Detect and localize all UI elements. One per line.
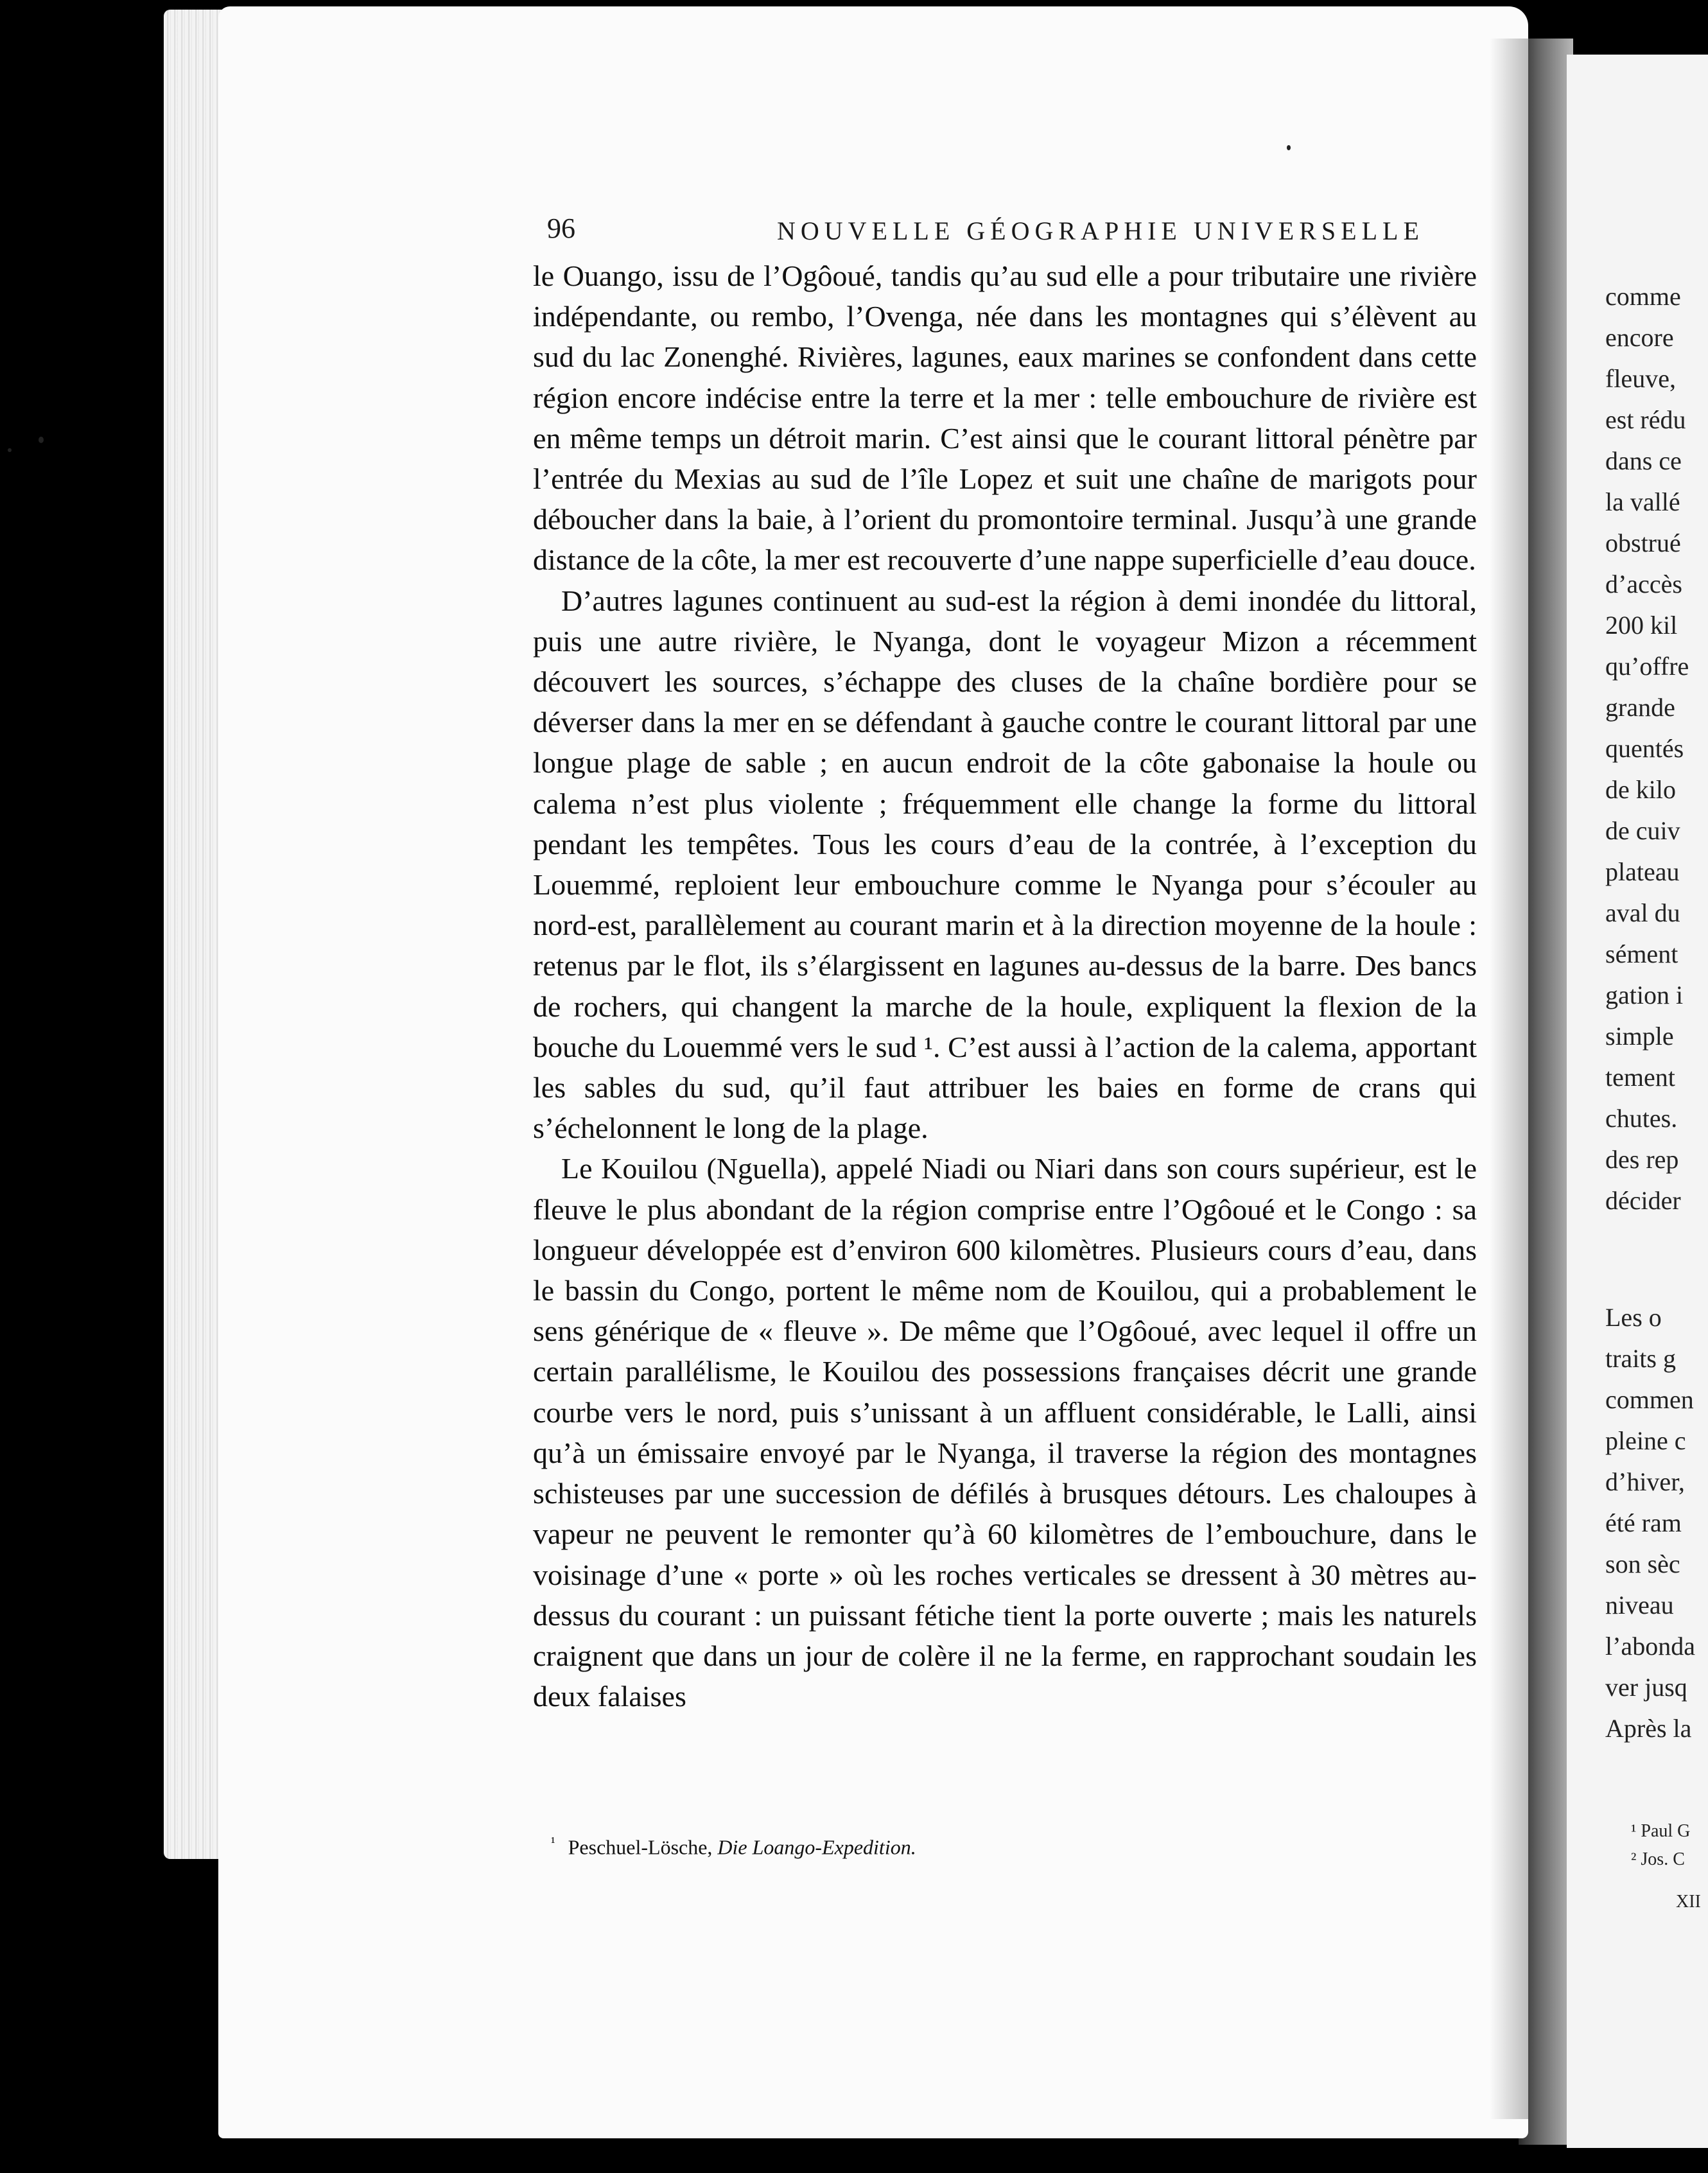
footnote [551, 1834, 916, 1860]
facing-line: 200 kil [1605, 611, 1678, 640]
facing-line: de kilo [1605, 775, 1676, 804]
facing-line: quentés [1605, 734, 1684, 763]
facing-line: pleine c [1605, 1426, 1686, 1455]
footnote-title: Die Loango-Expedition. [717, 1835, 916, 1859]
facing-line: été ram [1605, 1508, 1682, 1537]
facing-line: est rédu [1605, 405, 1686, 434]
facing-line: niveau [1605, 1591, 1674, 1619]
facing-line: grande [1605, 693, 1675, 722]
facing-note: ² Jos. C [1631, 1849, 1685, 1869]
facing-line: fleuve, [1605, 364, 1676, 393]
facing-note: ¹ Paul G [1631, 1821, 1691, 1841]
facing-line: des rep [1605, 1145, 1679, 1174]
facing-line: commen [1605, 1385, 1694, 1414]
body-text [533, 256, 1477, 1716]
paragraph: Le Kouilou (Nguella), appelé Niadi ou Niari dans son cours supérieur, est le fleuve le plus abondant de la région comprise entre l’Ogôoué et le Congo : sa longueur développée est d’environ 600 kilomètres. Plusieurs cours d’eau, dans le bassin du Congo, portent le même nom de Kouilou, qui a probablement le sens générique de « fleuve ». De même que l’Ogôoué, avec lequel il offre un certain parallélisme, le Kouilou des possessions françaises décrit une grande courbe vers le nord, puis s’unissant à un affluent considérable, le Lalli, ainsi qu’à un émissaire envoyé par le Nyanga, il traverse la région des montagnes schisteuses par une succession de défilés à brusques détours. Les chaloupes à vapeur ne peuvent le remonter qu’à 60 kilomètres de l’embouchure, dans le voisinage d’une « porte » où les roches verticales se dressent à 30 mètres au-dessus du courant : un puissant fétiche tient la porte ouverte ; mais les naturels craignent que dans un jour de colère il ne la ferme, en rapprochant soudain les deux falaises [533, 1152, 1477, 1713]
facing-line: d’accès [1605, 570, 1682, 598]
facing-page-notes [1631, 1817, 1708, 1874]
running-title: NOUVELLE GÉOGRAPHIE UNIVERSELLE [777, 216, 1424, 245]
facing-line: obstrué [1605, 528, 1681, 557]
facing-line: gation i [1605, 981, 1684, 1009]
facing-line: sément [1605, 939, 1678, 968]
facing-line: d’hiver, [1605, 1467, 1685, 1496]
footnote-author: Peschuel-Lösche, [568, 1835, 713, 1859]
facing-line: comme [1605, 282, 1681, 311]
paragraph: le Ouango, issu de l’Ogôoué, tandis qu’au sud elle a pour tributaire une rivière indépendante, ou rembo, l’Ovenga, née dans les montagnes qui s’élèvent au sud du lac Zonenghé. Rivières, lagunes, eaux marines se confondent dans cette région encore indécise entre la terre et la mer : telle embouchure de rivière est en même temps un détroit marin. C’est ainsi que le courant littoral pénètre par l’entrée du Mexias au sud de l’île Lopez et suit une chaîne de marigots pour déboucher dans la baie, à l’orient du promontoire terminal. Jusqu’à une grande distance de la côte, la mer est recouverte d’une nappe superficielle d’eau douce. [533, 259, 1477, 577]
facing-line: décider [1605, 1186, 1681, 1215]
facing-line: ver jusq [1605, 1673, 1687, 1702]
facing-line: qu’offre [1605, 652, 1689, 681]
signature-mark: XII [1676, 1892, 1701, 1912]
facing-line: tement [1605, 1063, 1675, 1092]
facing-line: son sèc [1605, 1549, 1680, 1578]
facing-page-text-top [1605, 276, 1708, 1221]
paragraph: D’autres lagunes continuent au sud-est la région à demi inondée du littoral, puis une autre rivière, le Nyanga, dont le voyageur Mizon a récemment découvert les sources, s’échappe des cluses de la chaîne bordière pour se déverser dans la mer en se défendant à gauche contre le courant littoral par une longue plage de sable ; en aucun endroit de la côte gabonaise la houle ou calema n’est plus violente ; fréquemment elle change la forme du littoral pendant les tempêtes. Tous les cours d’eau de la contrée, à l’exception du Louemmé, reploient leur embouchure comme le Nyanga pour s’écouler au nord-est, parallèlement au courant marin et à la direction moyenne de la houle : retenus par le flot, ils s’élargissent en lagunes au-dessus de la barre. Des bancs de rochers, qui changent la marche de la houle, expliquent la flexion de la bouche du Louemmé vers le sud ¹. C’est aussi à l’action de la calema, apportant les sables du sud, qu’il faut attribuer les baies en forme de crans qui s’échelonnent le long de la plage. [533, 584, 1477, 1145]
footnote-marker: ¹ [551, 1834, 555, 1850]
facing-line: plateau [1605, 857, 1680, 886]
facing-line: encore [1605, 323, 1674, 352]
facing-line: chutes. [1605, 1104, 1678, 1133]
facing-line: Les o [1605, 1303, 1662, 1332]
facing-line: aval du [1605, 898, 1680, 927]
page-number: 96 [547, 213, 575, 244]
facing-page-signature [1676, 1888, 1708, 1916]
facing-line: traits g [1605, 1344, 1676, 1373]
facing-line: de cuiv [1605, 816, 1680, 845]
dust-speck [8, 448, 12, 452]
facing-line: simple [1605, 1022, 1674, 1051]
facing-line: dans ce [1605, 446, 1682, 475]
facing-page-text-bottom [1605, 1297, 1708, 1749]
dust-speck [39, 437, 44, 443]
facing-line: l’abonda [1605, 1632, 1695, 1661]
facing-line: la vallé [1605, 487, 1680, 516]
dust-speck [1287, 145, 1291, 150]
page-curl-shadow [1490, 39, 1528, 2119]
facing-line: Après la [1605, 1714, 1692, 1743]
